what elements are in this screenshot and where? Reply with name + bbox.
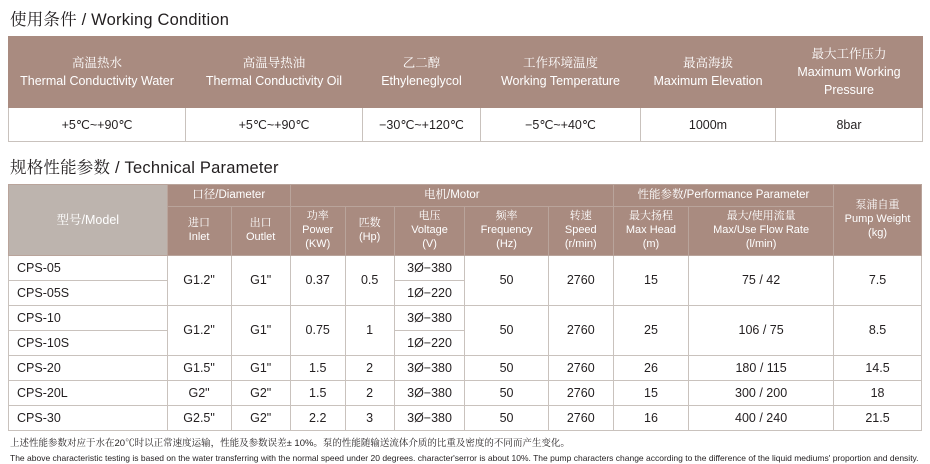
cell-speed: 2760 (548, 255, 613, 305)
working-condition-title: 使用条件 / Working Condition (10, 11, 230, 29)
header-power (290, 207, 345, 255)
cell-power: 2.2 (290, 405, 345, 430)
cell-frequency: 50 (465, 405, 548, 430)
cell-inlet: G1.2" (167, 305, 231, 355)
header-max-head-unit: (m) (642, 237, 660, 250)
cell-poles: 2 (345, 355, 394, 380)
cell-poles: 0.5 (345, 255, 394, 305)
cell-voltage: 3Ø−380 (394, 405, 465, 430)
header-inlet-en: Inlet (188, 230, 210, 243)
header-frequency-en: Frequency (480, 224, 533, 237)
cell-max-head: 26 (613, 355, 688, 380)
cell-frequency: 50 (465, 255, 548, 305)
header-inlet-cn: 进口 (188, 217, 211, 230)
cell-voltage: 3Ø−380 (394, 305, 465, 330)
cell-max-head: 25 (613, 305, 688, 355)
header-power-cn: 功率 (306, 210, 329, 223)
cell-poles: 3 (345, 405, 394, 430)
table-row (9, 380, 922, 405)
header-speed-en: Speed (564, 224, 597, 237)
cell-power: 0.75 (290, 305, 345, 355)
footnote-cn: 上述性能参数对应于水在20℃时以正常速度运输，性能及参数误差± 10%。泵的性能随输送流体介质的比重及密度的不同而产生变化。 (10, 437, 570, 449)
table-header-cell (363, 37, 481, 108)
cell-flow-rate: 106 / 75 (689, 305, 834, 355)
header-label-en: Thermal Conductivity Oil (205, 74, 343, 89)
cell-inlet: G1.2" (167, 255, 231, 305)
footnote-en: The above characteristic testing is based on the water transferring with the normal speed under 20 degrees. character'serror is about 10%. The pump characters change according to the difference of the liquid mediums' proportion and density. (10, 452, 919, 463)
table-row (9, 255, 922, 280)
header-frequency-unit: (Hz) (496, 237, 517, 250)
cell-outlet: G1" (231, 355, 290, 380)
table-header-cell (776, 37, 923, 108)
cell-voltage: 3Ø−380 (394, 255, 465, 280)
cell-model: CPS-10 (9, 305, 168, 330)
cell-model: CPS-30 (9, 405, 168, 430)
header-label-en: Maximum Working Pressure (797, 65, 901, 98)
table-cell-value: −5℃~+40℃ (481, 108, 641, 142)
cell-inlet: G1.5" (167, 355, 231, 380)
cell-poles: 1 (345, 305, 394, 355)
header-inlet (167, 207, 231, 255)
header-outlet-en: Outlet (245, 230, 276, 243)
cell-speed: 2760 (548, 405, 613, 430)
cell-voltage: 1Ø−220 (394, 330, 465, 355)
header-label-en: Thermal Conductivity Water (20, 74, 174, 89)
cell-max-head: 15 (613, 255, 688, 305)
working-condition-table (8, 36, 923, 142)
cell-model: CPS-10S (9, 330, 168, 355)
cell-flow-rate: 300 / 200 (689, 380, 834, 405)
cell-power: 1.5 (290, 380, 345, 405)
header-diameter-group: 口径/Diameter (167, 185, 290, 207)
table-row (9, 355, 922, 380)
header-power-en: Power (302, 224, 334, 237)
cell-pump-weight: 7.5 (834, 255, 922, 305)
header-label-cn: 高温导热油 (242, 56, 306, 71)
cell-pump-weight: 14.5 (834, 355, 922, 380)
table-header-cell (641, 37, 776, 108)
cell-frequency: 50 (465, 380, 548, 405)
header-poles-en: (Hp) (358, 230, 381, 243)
header-label-cn: 最大工作压力 (811, 47, 887, 61)
cell-pump-weight: 21.5 (834, 405, 922, 430)
cell-frequency: 50 (465, 305, 548, 355)
header-speed (548, 207, 613, 255)
table-cell-value: −30℃~+120℃ (363, 108, 481, 142)
header-speed-unit: (r/min) (564, 237, 597, 250)
technical-parameter-title: 规格性能参数 / Technical Parameter (10, 159, 279, 178)
header-max-head-en: Max Head (625, 224, 677, 237)
cell-model: CPS-20 (9, 355, 168, 380)
table-header-cell (186, 37, 363, 108)
cell-model: CPS-05S (9, 280, 168, 305)
cell-poles: 2 (345, 380, 394, 405)
header-label-en: Working Temperature (500, 74, 621, 89)
header-model: 型号/Model (9, 185, 168, 255)
cell-voltage: 3Ø−380 (394, 355, 465, 380)
header-flow-rate-unit: (l/min) (745, 237, 777, 250)
header-outlet (231, 207, 290, 255)
cell-pump-weight: 8.5 (834, 305, 922, 355)
cell-inlet: G2" (167, 380, 231, 405)
cell-model: CPS-20L (9, 380, 168, 405)
cell-frequency: 50 (465, 355, 548, 380)
header-flow-rate-en: Max/Use Flow Rate (713, 224, 810, 237)
header-flow-rate-cn: 最大/使用流量 (726, 210, 796, 223)
cell-voltage: 1Ø−220 (394, 280, 465, 305)
header-motor-group: 电机/Motor (290, 185, 613, 207)
table-row (9, 305, 922, 330)
header-label-cn: 乙二醇 (402, 56, 441, 71)
table-header-cell (9, 37, 186, 108)
cell-speed: 2760 (548, 305, 613, 355)
cell-outlet: G2" (231, 380, 290, 405)
table-cell-value: 8bar (776, 108, 923, 142)
cell-outlet: G1" (231, 255, 290, 305)
cell-flow-rate: 75 / 42 (689, 255, 834, 305)
header-performance-group: 性能参数/Performance Parameter (613, 185, 833, 207)
header-poles-cn: 匹数 (358, 217, 381, 230)
table-header-cell (481, 37, 641, 108)
cell-power: 0.37 (290, 255, 345, 305)
cell-model: CPS-05 (9, 255, 168, 280)
cell-speed: 2760 (548, 355, 613, 380)
cell-voltage: 3Ø−380 (394, 380, 465, 405)
table-header-row (9, 37, 923, 108)
header-label-en: Ethyleneglycol (381, 74, 462, 89)
table-cell-value: +5℃~+90℃ (9, 108, 186, 142)
header-power-unit: (KW) (305, 237, 331, 250)
table-row (9, 108, 923, 142)
header-voltage (394, 207, 465, 255)
cell-outlet: G1" (231, 305, 290, 355)
header-pump-weight-en: Pump Weight (844, 213, 911, 226)
header-max-head-cn: 最大扬程 (628, 210, 673, 223)
header-label-cn: 最高海拔 (682, 56, 733, 71)
header-voltage-en: Voltage (411, 224, 448, 237)
header-label-en: Maximum Elevation (653, 74, 763, 89)
table-cell-value: 1000m (641, 108, 776, 142)
header-frequency-cn: 频率 (495, 210, 518, 223)
table-cell-value: +5℃~+90℃ (186, 108, 363, 142)
technical-parameter-table (8, 184, 922, 430)
cell-flow-rate: 180 / 115 (689, 355, 834, 380)
header-max-head (613, 207, 688, 255)
header-voltage-unit: (V) (422, 237, 437, 250)
cell-max-head: 16 (613, 405, 688, 430)
header-flow-rate (689, 207, 834, 255)
cell-outlet: G2" (231, 405, 290, 430)
cell-power: 1.5 (290, 355, 345, 380)
header-speed-cn: 转速 (569, 210, 592, 223)
header-outlet-cn: 出口 (249, 217, 272, 230)
header-poles (345, 207, 394, 255)
header-pump-weight (834, 185, 922, 255)
cell-inlet: G2.5" (167, 405, 231, 430)
header-pump-weight-cn: 泵浦自重 (855, 199, 900, 212)
header-frequency (465, 207, 548, 255)
footnote (8, 431, 922, 464)
cell-flow-rate: 400 / 240 (689, 405, 834, 430)
table-group-header-row (9, 185, 922, 207)
cell-max-head: 15 (613, 380, 688, 405)
header-label-cn: 高温热水 (71, 56, 122, 71)
cell-speed: 2760 (548, 380, 613, 405)
table-row (9, 405, 922, 430)
header-voltage-cn: 电压 (418, 210, 441, 223)
header-label-cn: 工作环境温度 (522, 56, 598, 71)
cell-pump-weight: 18 (834, 380, 922, 405)
header-pump-weight-unit: (kg) (868, 226, 887, 239)
